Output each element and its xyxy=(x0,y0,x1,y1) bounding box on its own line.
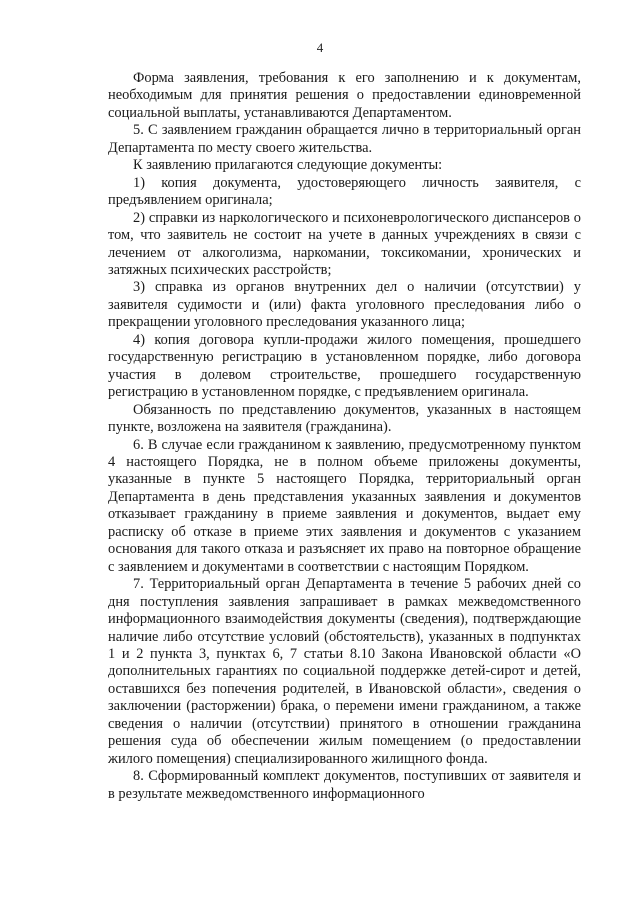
paragraph-item-7: 7. Территориальный орган Департамента в течение 5 рабочих дней со дня поступления заявления запрашивает в рамках межведомственного информационного взаимодействия документы (сведения), подтверждающие наличие либо отсутствие условий (обстоятельств), указанных в подпунктах 1 и 2 пункта 3, пунктах 6, 7 статьи 8.10 Закона Ивановской области «О дополнительных гарантиях по социальной поддержке детей-сирот и детей, оставшихся без попечения родителей, в Ивановской области», сведения о заключении (расторжении) брака, о перемени имени гражданином, а также сведения о наличии (отсутствии) принятого в отношении гражданина решения суда об обеспечении жилым помещением (о предоставлении жилого помещения) специализированного жилищного фонда. xyxy=(108,576,581,767)
paragraph-item-5: 5. С заявлением гражданин обращается лично в территориальный орган Департамента по месту своего жительства. xyxy=(108,122,581,156)
page-number: 4 xyxy=(316,40,324,55)
paragraph-document-1: 1) копия документа, удостоверяющего личность заявителя, с предъявлением оригинала; xyxy=(108,174,581,209)
paragraph-item-8: 8. Сформированный комплект документов, поступивших от заявителя и в результате межведомственного информационного xyxy=(108,768,581,802)
paragraph-document-3: 3) справка из органов внутренних дел о наличии (отсутствии) у заявителя судимости и (или) факта уголовного преследования либо о прекращении уголовного преследования указанного лица; xyxy=(108,279,581,331)
paragraph-application-form: Форма заявления, требования к его заполнению и к документам, необходимым для принятия решения о предоставлении единовременной социальной выплаты, устанавливаются Департаментом. xyxy=(108,70,581,121)
paragraph-document-4: 4) копия договора купли-продажи жилого помещения, прошедшего государственную регистрацию в установленном порядке, либо договора участия в долевом строительстве, прошедшего государственную регистрацию в установленном порядке, с предъявлением оригинала. xyxy=(108,331,581,401)
paragraph-item-6: 6. В случае если гражданином к заявлению, предусмотренному пунктом 4 настоящего Порядка, не в полном объеме приложены документы, указанные в пункте 5 настоящего Порядка, территориальный орган Департамента в день представления указанных заявления и документов отказывает гражданину в приеме заявления и документов, выдает ему расписку об отказе в приеме этих заявления и документов с указанием основания для такого отказа и разъясняет их право на повторное обращение с заявлением и документами в соответствии с настоящим Порядком. xyxy=(108,436,581,575)
paragraph-attached-documents: К заявлению прилагаются следующие документы: xyxy=(133,157,443,174)
paragraph-obligation: Обязанность по представлению документов, указанных в настоящем пункте, возложена на заявителя (гражданина). xyxy=(108,401,581,436)
document-body xyxy=(108,70,581,803)
paragraph-document-2: 2) справки из наркологического и психоневрологического диспансеров о том, что заявитель не состоит на учете в данных учреждениях в связи с лечением от алкоголизма, наркомании, токсикомании, хронических и затяжных психических расстройств; xyxy=(108,209,581,278)
